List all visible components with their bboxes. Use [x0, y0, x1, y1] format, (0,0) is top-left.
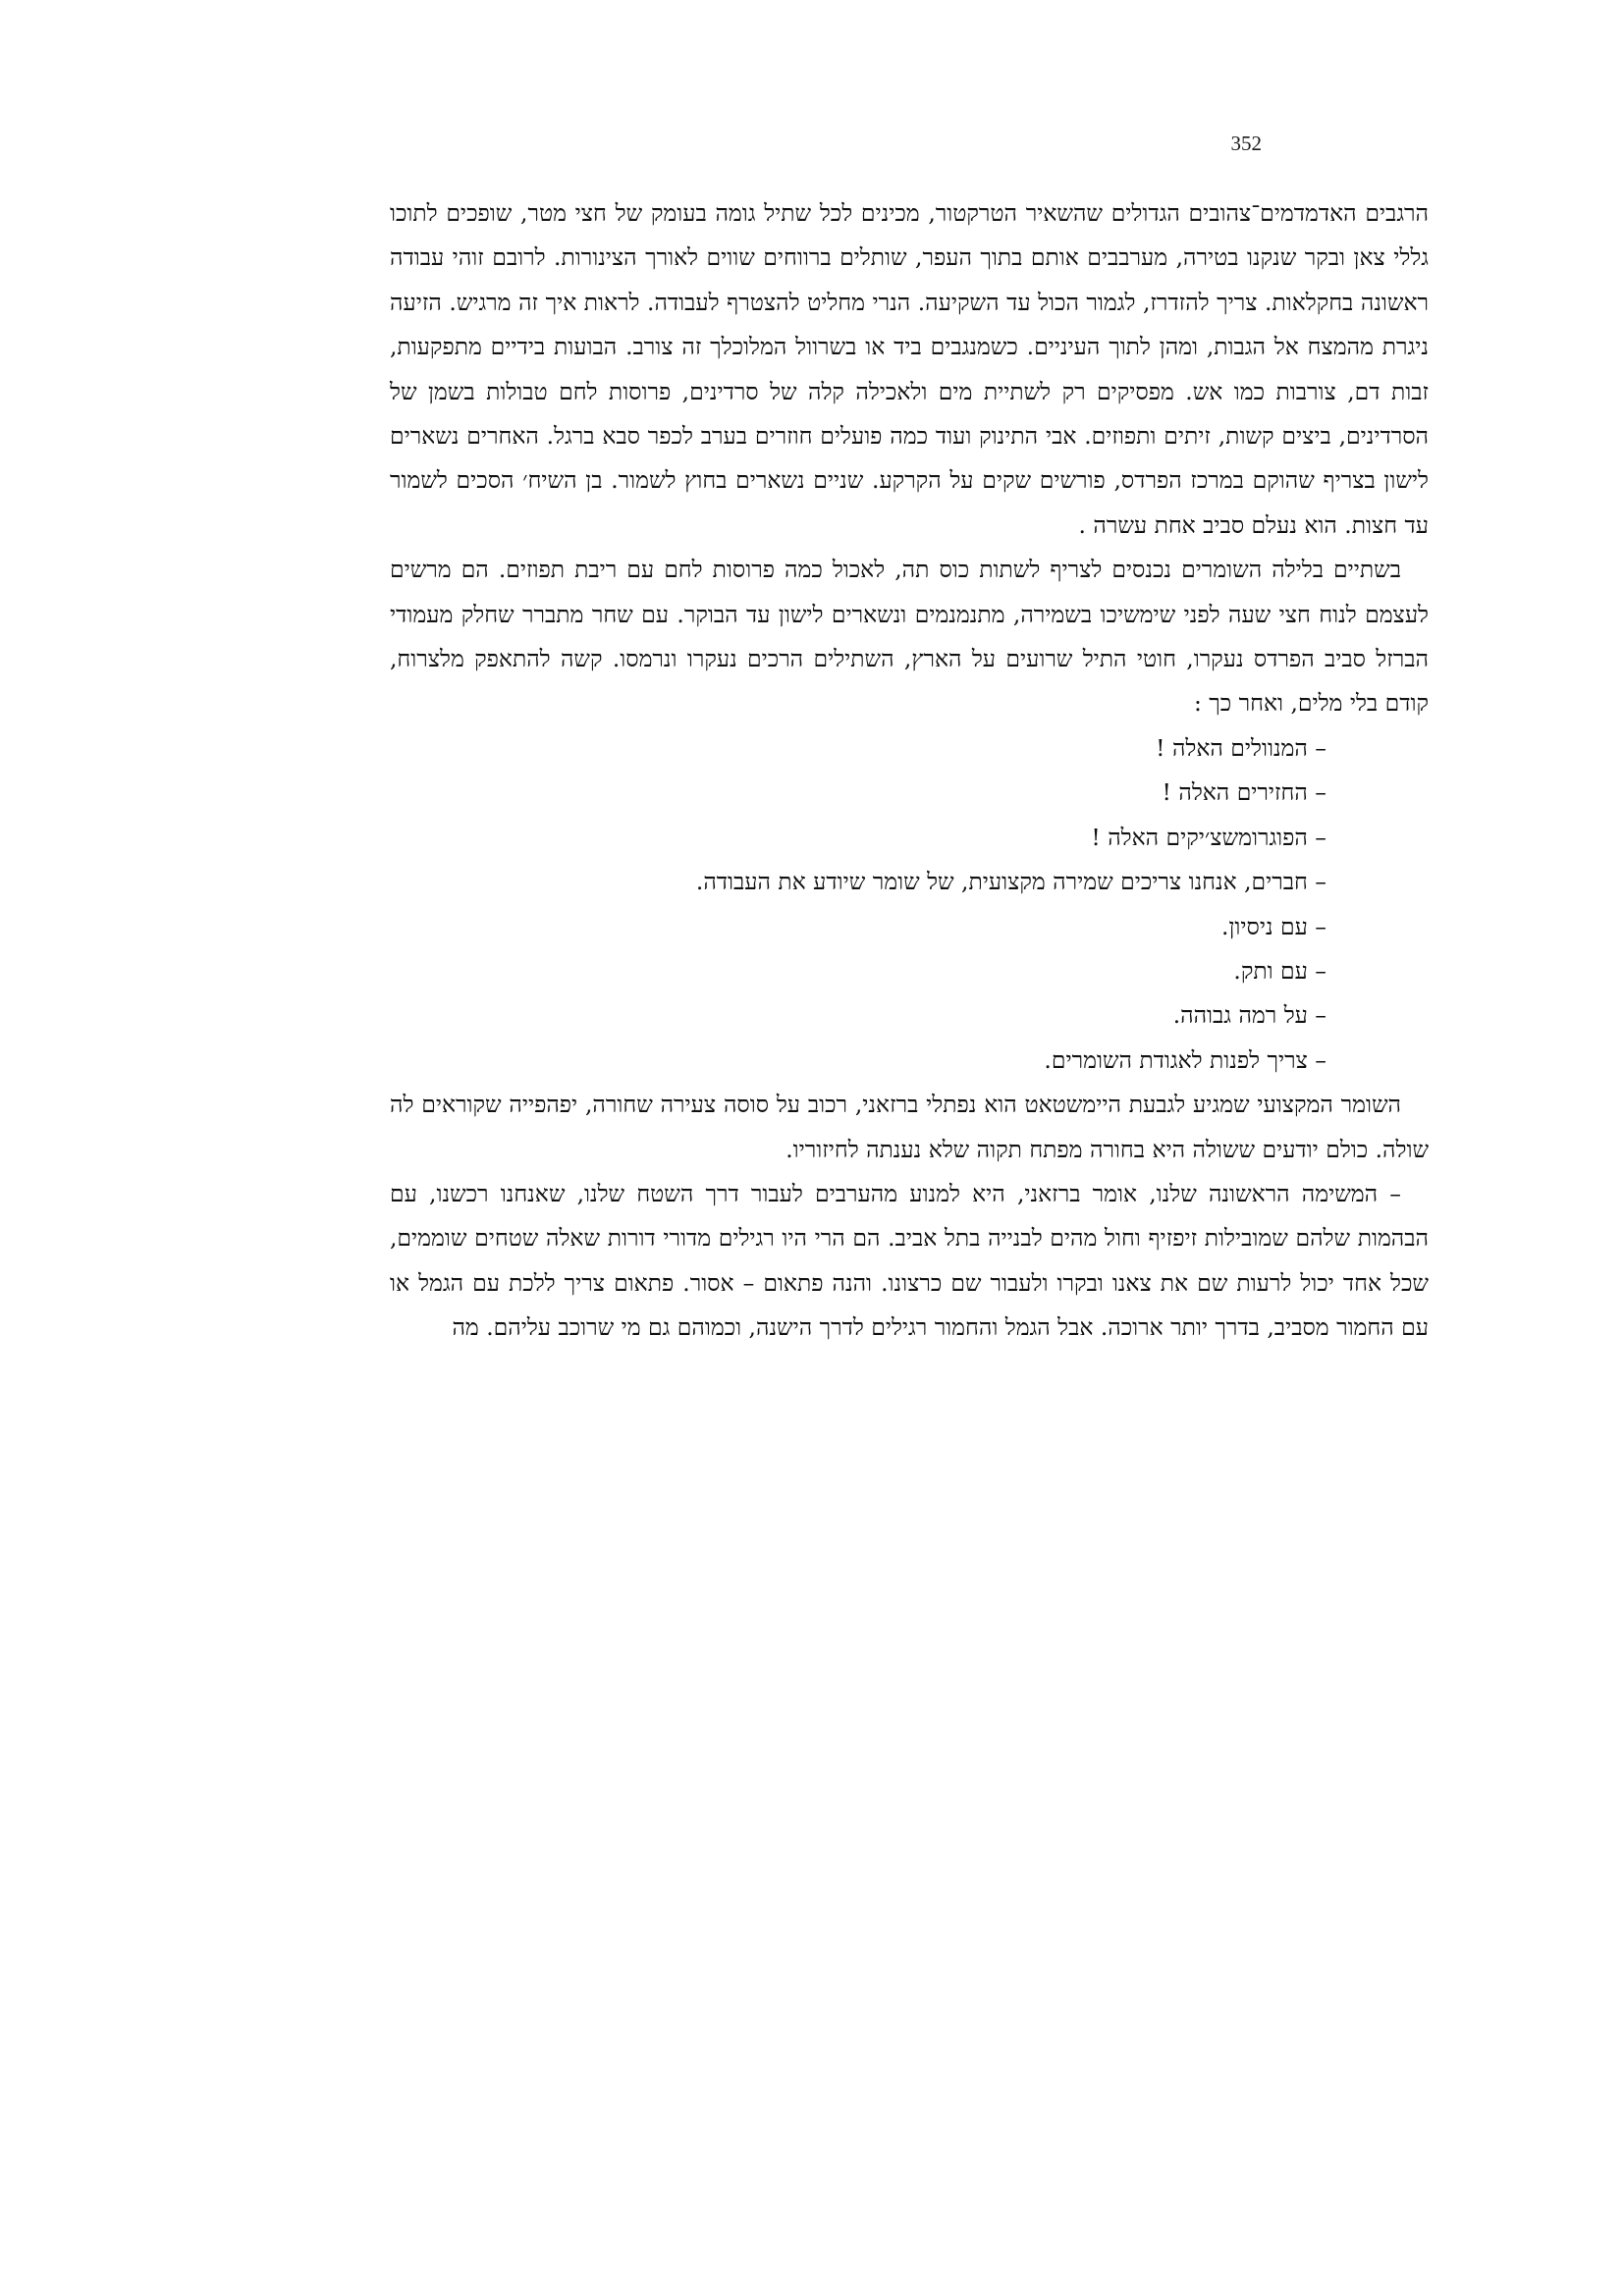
paragraph-1: הרגבים האדמדמים־צהובים הגדולים שהשאיר הטרקטור, מכינים לכל שתיל גומה בעומק של חצי מטר, שופכים לתוכו גללי צאן ובקר שנקנו בטירה, מערבבים אותם בתוך העפר, שותלים ברווחים שווים לאורך הצינורות. לרובם זוהי עבודה ראשונה בחקלאות. צריך להזדרז, לגמור הכול עד השקיעה. הנרי מחליט להצטרף לעבודה. לראות איך זה מרגיש. הזיעה ניגרת מהמצח אל הגבות, ומהן לתוך העיניים. כשמנגבים ביד או בשרוול המלוכלך זה צורב. הבועות בידיים מתפקעות, זבות דם, צורבות כמו אש. מפסיקים רק לשתיית מים ולאכילה קלה של סרדינים, פרוסות לחם טבולות בשמן של הסרדינים, ביצים קשות, זיתים ותפוזים. אבי התינוק ועוד כמה פועלים חוזרים בערב לכפר סבא ברגל. האחרים נשארים לישון בצריף שהוקם במרכז הפרדס, פורשים שקים על הקרקע. שניים נשארים בחוץ לשמור. בן השיח׳ הסכים לשמור עד חצות. הוא נעלם סביב אחת עשרה .: [390, 199, 1429, 539]
paragraph-2: בשתיים בלילה השומרים נכנסים לצריף לשתות כוס תה, לאכול כמה פרוסות לחם עם ריבת תפוזים. הם מרשים לעצמם לנוח חצי שעה לפני שימשיכו בשמירה, מתנמנמים ונשארים לישון עד הבוקר. עם שחר מתברר שחלק מעמודי הברזל סביב הפרדס נעקרו, חוטי התיל שרועים על הארץ, השתילים הרכים נעקרו ונרמסו. קשה להתאפק מלצרוח, קודם בלי מלים, ואחר כך :: [390, 556, 1429, 718]
page-number: 352: [1230, 132, 1262, 155]
dialogue-line: – עם ניסיון.: [1221, 912, 1326, 940]
dialogue-line: – חברים, אנחנו צריכים שמירה מקצועית, של שומר שיודע את העבודה.: [695, 868, 1326, 896]
dialogue-list: [390, 726, 1429, 1083]
dialogue-line: – עם ותק.: [1233, 956, 1326, 985]
dialogue-line: – צריך לפנות לאגודת השומרים.: [1044, 1045, 1326, 1074]
paragraph-4: – המשימה הראשונה שלנו, אומר ברזאני, היא למנוע מהערבים לעבור דרך השטח שלנו, שאנחנו רכשנו, עם הבהמות שלהם שמובילות זיפזיף וחול מהים לבנייה בתל אביב. הם הרי היו רגילים מדורי דורות שאלה שטחים שוממים, שכל אחד יכול לרעות שם את צאנו ובקרו ולעבור שם כרצונו. והנה פתאום – אסור. פתאום צריך ללכת עם הגמל או עם החמור מסביב, בדרך יותר ארוכה. אבל הגמל והחמור רגילים לדרך הישנה, וכמוהם גם מי שרוכב עליהם. מה: [390, 1179, 1429, 1342]
body-text: [390, 191, 1429, 1351]
paragraph-3: השומר המקצועי שמגיע לגבעת היימשטאט הוא נפתלי ברזאני, רכוב על סוסה צעירה שחורה, יפהפייה שקוראים לה שולה. כולם יודעים ששולה היא בחורה מפתח תקוה שלא נענתה לחיזוריו.: [390, 1091, 1429, 1163]
dialogue-line: – המנוולים האלה !: [1156, 733, 1326, 762]
dialogue-line: – על רמה גבוהה.: [1172, 1001, 1326, 1030]
dialogue-line: – הפוגרומשצ׳יקים האלה !: [1091, 823, 1326, 851]
dialogue-line: – החזירים האלה !: [1162, 778, 1326, 807]
